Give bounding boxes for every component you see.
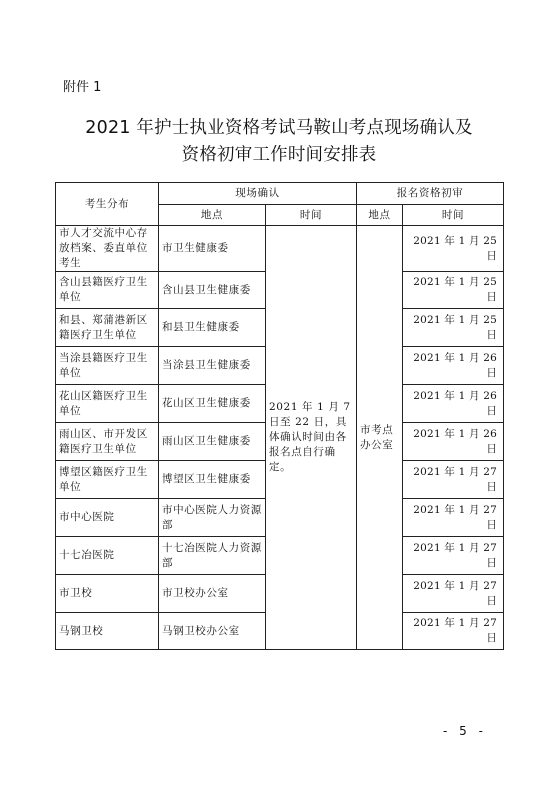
review-time-cell: 2021 年 1 月 27 日 <box>403 461 504 499</box>
location-cell: 市中心医院人力资源部 <box>159 499 266 537</box>
location-cell: 市卫校办公室 <box>159 575 266 613</box>
header-onsite-location: 地点 <box>159 205 266 226</box>
review-time-cell: 2021 年 1 月 25 日 <box>403 309 504 347</box>
candidates-cell: 市人才交流中心存放档案、委直单位考生 <box>56 226 159 272</box>
review-location-cell: 市考点办公室 <box>357 226 403 650</box>
location-cell: 马钢卫校办公室 <box>159 613 266 650</box>
header-review-location: 地点 <box>357 205 403 226</box>
table-row <box>56 226 504 272</box>
candidates-cell: 雨山区、市开发区籍医疗卫生单位 <box>56 423 159 461</box>
review-time-cell: 2021 年 1 月 27 日 <box>403 613 504 650</box>
review-time-cell: 2021 年 1 月 27 日 <box>403 499 504 537</box>
review-time-cell: 2021 年 1 月 25 日 <box>403 272 504 309</box>
attachment-label: 附件 1 <box>63 80 102 95</box>
candidates-cell: 含山县籍医疗卫生单位 <box>56 272 159 309</box>
candidates-cell: 市中心医院 <box>56 499 159 537</box>
candidates-cell: 马钢卫校 <box>56 613 159 650</box>
candidates-cell: 花山区籍医疗卫生单位 <box>56 385 159 423</box>
location-cell: 当涂县卫生健康委 <box>159 347 266 385</box>
candidates-cell: 当涂县籍医疗卫生单位 <box>56 347 159 385</box>
onsite-time-cell: 2021 年 1 月 7 日至 22 日，具体确认时间由各报名点自行确定。 <box>266 226 357 650</box>
header-onsite-confirmation: 现场确认 <box>159 183 357 205</box>
location-cell: 博望区卫生健康委 <box>159 461 266 499</box>
review-time-cell: 2021 年 1 月 26 日 <box>403 385 504 423</box>
review-time-cell: 2021 年 1 月 26 日 <box>403 423 504 461</box>
review-time-cell: 2021 年 1 月 26 日 <box>403 347 504 385</box>
schedule-table <box>55 182 504 650</box>
location-cell: 花山区卫生健康委 <box>159 385 266 423</box>
candidates-cell: 博望区籍医疗卫生单位 <box>56 461 159 499</box>
header-onsite-time: 时间 <box>266 205 357 226</box>
header-candidates: 考生分布 <box>56 183 159 226</box>
header-qualification-review: 报名资格初审 <box>357 183 504 205</box>
document-title-line2: 资格初审工作时间安排表 <box>181 145 377 165</box>
candidates-cell: 十七冶医院 <box>56 537 159 575</box>
location-cell: 含山县卫生健康委 <box>159 272 266 309</box>
review-time-cell: 2021 年 1 月 27 日 <box>403 537 504 575</box>
candidates-cell: 市卫校 <box>56 575 159 613</box>
location-cell: 雨山区卫生健康委 <box>159 423 266 461</box>
review-time-cell: 2021 年 1 月 25 日 <box>403 226 504 272</box>
header-review-time: 时间 <box>403 205 504 226</box>
review-time-cell: 2021 年 1 月 27 日 <box>403 575 504 613</box>
document-title-line1: 2021 年护士执业资格考试马鞍山考点现场确认及 <box>85 118 473 138</box>
candidates-cell: 和县、郑蒲港新区籍医疗卫生单位 <box>56 309 159 347</box>
location-cell: 市卫生健康委 <box>159 226 266 272</box>
location-cell: 十七冶医院人力资源部 <box>159 537 266 575</box>
page-number: - 5 - <box>443 724 487 738</box>
location-cell: 和县卫生健康委 <box>159 309 266 347</box>
